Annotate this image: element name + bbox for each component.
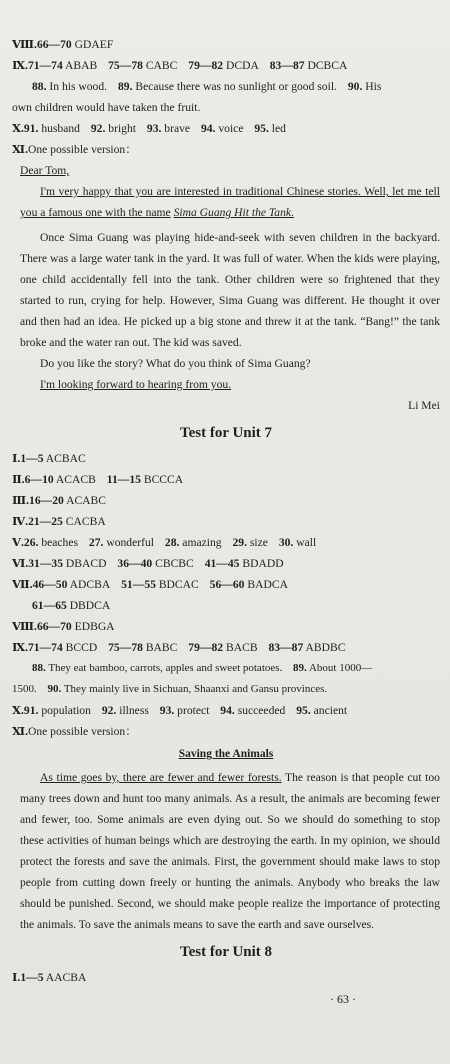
answer-letters: ABAB	[65, 59, 98, 72]
answer-line-ix-u7	[12, 637, 440, 658]
question-number: 94.	[200, 122, 216, 135]
question-range: 41—45	[204, 557, 240, 570]
answer-letters: BABC	[145, 641, 178, 654]
answer-letters: ABDBC	[305, 641, 346, 654]
letter-text: .	[291, 206, 294, 219]
question-number: 89.	[117, 80, 133, 93]
question-range: 83—87	[268, 641, 304, 654]
answer-letters: DCBCA	[307, 59, 348, 72]
question-number: 90.	[47, 683, 62, 695]
answer-text: One possible version：	[27, 725, 137, 738]
answer-line-ix	[12, 55, 440, 76]
question-range: 66—70	[36, 620, 72, 633]
answer-text: They eat bamboo, carrots, apples and sweet potatoes.	[48, 662, 283, 674]
answer-text: They mainly live in Sichuan, Shaanxi and Gansu provinces.	[63, 683, 328, 695]
question-number: 91.	[23, 704, 39, 717]
question-range: 6—10	[24, 473, 54, 486]
answer-text: protect	[177, 704, 210, 717]
answer-text: Because there was no sunlight or good soil.	[135, 80, 337, 93]
answer-text: voice	[218, 122, 244, 135]
answer-letters: GDAEF	[74, 38, 114, 51]
answer-text: size	[249, 536, 268, 549]
answer-letters: ACACB	[55, 473, 96, 486]
answer-line-xi	[12, 139, 440, 160]
question-range: 16—20	[29, 494, 64, 507]
answer-letters: DBACD	[65, 557, 107, 570]
answer-text: wonderful	[106, 536, 154, 549]
answer-text: own children would have taken the fruit.	[12, 101, 201, 114]
answer-text: bright	[108, 122, 136, 135]
question-number: 26.	[23, 536, 39, 549]
answer-text: wall	[296, 536, 317, 549]
essay-text: The reason is that people cut too many trees down and hunt too many animals. As a result, the animals are becoming fewer and fewer, too. Some animals are even dying out. So we should do something to stop these activities of human beings which are destroying the earth. In my opinion, we should protect the forests and save the animals. First, the government should make laws to stop people from cutting down freely or hunting the animals. Anybody who breaks the law should be punished. Second, we should make people realize the importance of protecting the animals. To save the animals means to save the earth and save ourselves.	[20, 771, 440, 931]
roman-numeral: Ⅰ.	[12, 452, 21, 465]
answer-text: His	[365, 80, 382, 93]
page-number: · 63 ·	[330, 992, 356, 1006]
letter-paragraph-3: Do you like the story? What do you think of Sima Guang?	[40, 357, 311, 370]
answer-letters: ACBAC	[45, 452, 86, 465]
answer-text: illness	[119, 704, 149, 717]
roman-numeral: Ⅺ.	[12, 143, 28, 156]
answer-text: amazing	[182, 536, 222, 549]
question-range: 46—50	[32, 578, 68, 591]
question-range: 66—70	[36, 38, 72, 51]
answer-line-viii	[12, 34, 440, 55]
answer-line-x	[12, 118, 440, 139]
answer-line-x-u7	[12, 700, 440, 721]
answer-line-vii	[12, 574, 440, 595]
question-number: 94.	[220, 704, 235, 717]
question-number: 89.	[293, 662, 307, 674]
roman-numeral: Ⅶ.	[12, 578, 33, 591]
answer-line-88-89-u7	[12, 658, 440, 679]
section-title-unit-7: Test for Unit 7	[179, 425, 273, 441]
answer-text: succeeded	[237, 704, 286, 717]
roman-numeral: Ⅱ.	[12, 473, 25, 486]
question-range: 51—55	[121, 578, 156, 591]
roman-numeral: Ⅰ.	[12, 971, 21, 984]
letter-greeting: Dear Tom,	[20, 164, 70, 177]
letter-closing: I'm looking forward to hearing from you.	[40, 378, 232, 391]
question-number: 29.	[232, 536, 247, 549]
answer-text: led	[271, 122, 286, 135]
question-number: 88.	[32, 80, 47, 93]
page-content	[12, 34, 440, 988]
roman-numeral: Ⅹ.	[12, 122, 24, 135]
sample-letter	[12, 160, 440, 416]
answer-letters: CACBA	[65, 515, 106, 528]
question-range: 56—60	[209, 578, 245, 591]
question-range: 36—40	[117, 557, 153, 570]
answer-letters: DBDCA	[69, 599, 111, 612]
roman-numeral: Ⅲ.	[12, 494, 30, 507]
essay-body	[12, 767, 440, 935]
answer-letters: BCCCA	[143, 473, 184, 486]
answer-letters: DCDA	[225, 59, 259, 72]
answer-line-xi-u7	[12, 721, 440, 742]
question-number: 92.	[90, 122, 106, 135]
question-range: 75—78	[108, 59, 143, 72]
answer-text: 1500.	[12, 683, 37, 695]
question-number: 92.	[101, 704, 117, 717]
story-title: Sima Guang Hit the Tank	[173, 206, 292, 219]
question-number: 27.	[88, 536, 104, 549]
question-range: 83—87	[269, 59, 305, 72]
letter-paragraph-2: Once Sima Guang was playing hide-and-seek with seven children in the backyard. There was a large water tank in the yard. It was full of water. When the kids were playing, one child accidentally fell into the tank. Other children were so frightened that they started to run, crying for help. However, Sima Guang was different. He thought it over and then had an idea. He picked up a big stone and threw it at the tank. “Bang!” the tank broke and the water ran out. The kid was saved.	[20, 231, 440, 349]
answer-line-i	[12, 448, 440, 469]
roman-numeral: Ⅸ.	[12, 59, 28, 72]
answer-letters: BADCA	[247, 578, 288, 591]
question-range: 1—5	[20, 971, 44, 984]
answer-letters: ACABC	[66, 494, 107, 507]
question-range: 71—74	[27, 641, 63, 654]
question-number: 93.	[159, 704, 175, 717]
answer-line-89-90-u7	[12, 679, 440, 700]
answer-letters: AACBA	[45, 971, 87, 984]
answer-text: brave	[164, 122, 191, 135]
roman-numeral: Ⅸ.	[12, 641, 28, 654]
question-number: 30.	[278, 536, 294, 549]
answer-text: One possible version：	[27, 143, 137, 156]
answer-text: In his wood.	[49, 80, 108, 93]
answer-text: population	[41, 704, 91, 717]
answer-letters: CBCBC	[155, 557, 194, 570]
question-range: 75—78	[108, 641, 143, 654]
answer-letters: BDADD	[242, 557, 284, 570]
question-range: 31—35	[28, 557, 64, 570]
answer-text: husband	[41, 122, 80, 135]
answer-text: About 1000—	[308, 662, 373, 674]
answer-text: beaches	[41, 536, 79, 549]
roman-numeral: Ⅷ.	[12, 38, 37, 51]
answer-letters: EDBGA	[74, 620, 115, 633]
question-range: 61—65	[32, 599, 67, 612]
answer-line-vi	[12, 553, 440, 574]
answer-line-ii	[12, 469, 440, 490]
essay-first-sentence: As time goes by, there are fewer and fewer forests.	[40, 771, 282, 784]
question-number: 90.	[347, 80, 363, 93]
roman-numeral: Ⅹ.	[12, 704, 24, 717]
roman-numeral: Ⅷ.	[12, 620, 37, 633]
question-range: 79—82	[188, 641, 224, 654]
question-number: 95.	[296, 704, 311, 717]
answer-letters: BCCD	[65, 641, 98, 654]
answer-letters: CABC	[145, 59, 178, 72]
answer-letters: ADCBA	[69, 578, 111, 591]
answer-letters: BACB	[225, 641, 258, 654]
question-number: 95.	[254, 122, 269, 135]
question-number: 91.	[23, 122, 39, 135]
question-range: 79—82	[188, 59, 224, 72]
answer-line-vii-cont	[12, 595, 440, 616]
answer-text: ancient	[313, 704, 348, 717]
section-title-unit-8: Test for Unit 8	[179, 944, 273, 960]
roman-numeral: Ⅴ.	[12, 536, 24, 549]
answer-line-v	[12, 532, 440, 553]
letter-signature: Li Mei	[408, 399, 440, 412]
answer-line-iv	[12, 511, 440, 532]
letter-text: I'm very happy that you are interested in traditional Chinese stories. Well, let me tell you a famous one with the name	[20, 185, 440, 219]
letter-paragraph-1	[20, 181, 440, 223]
question-number: 93.	[146, 122, 162, 135]
question-number: 88.	[32, 662, 46, 674]
question-range: 71—74	[27, 59, 63, 72]
answer-line-i-u8	[12, 967, 440, 988]
answer-letters: BDCAC	[158, 578, 199, 591]
roman-numeral: Ⅺ.	[12, 725, 28, 738]
roman-numeral: Ⅵ.	[12, 557, 29, 570]
question-range: 1—5	[20, 452, 44, 465]
answer-line-iii	[12, 490, 440, 511]
question-number: 28.	[164, 536, 180, 549]
answer-line-88-90	[12, 76, 440, 97]
answer-line-90-cont	[12, 97, 440, 118]
roman-numeral: Ⅳ.	[12, 515, 29, 528]
answer-line-viii-u7	[12, 616, 440, 637]
question-range: 21—25	[28, 515, 63, 528]
essay-title: Saving the Animals	[178, 748, 274, 760]
question-range: 11—15	[106, 473, 141, 486]
